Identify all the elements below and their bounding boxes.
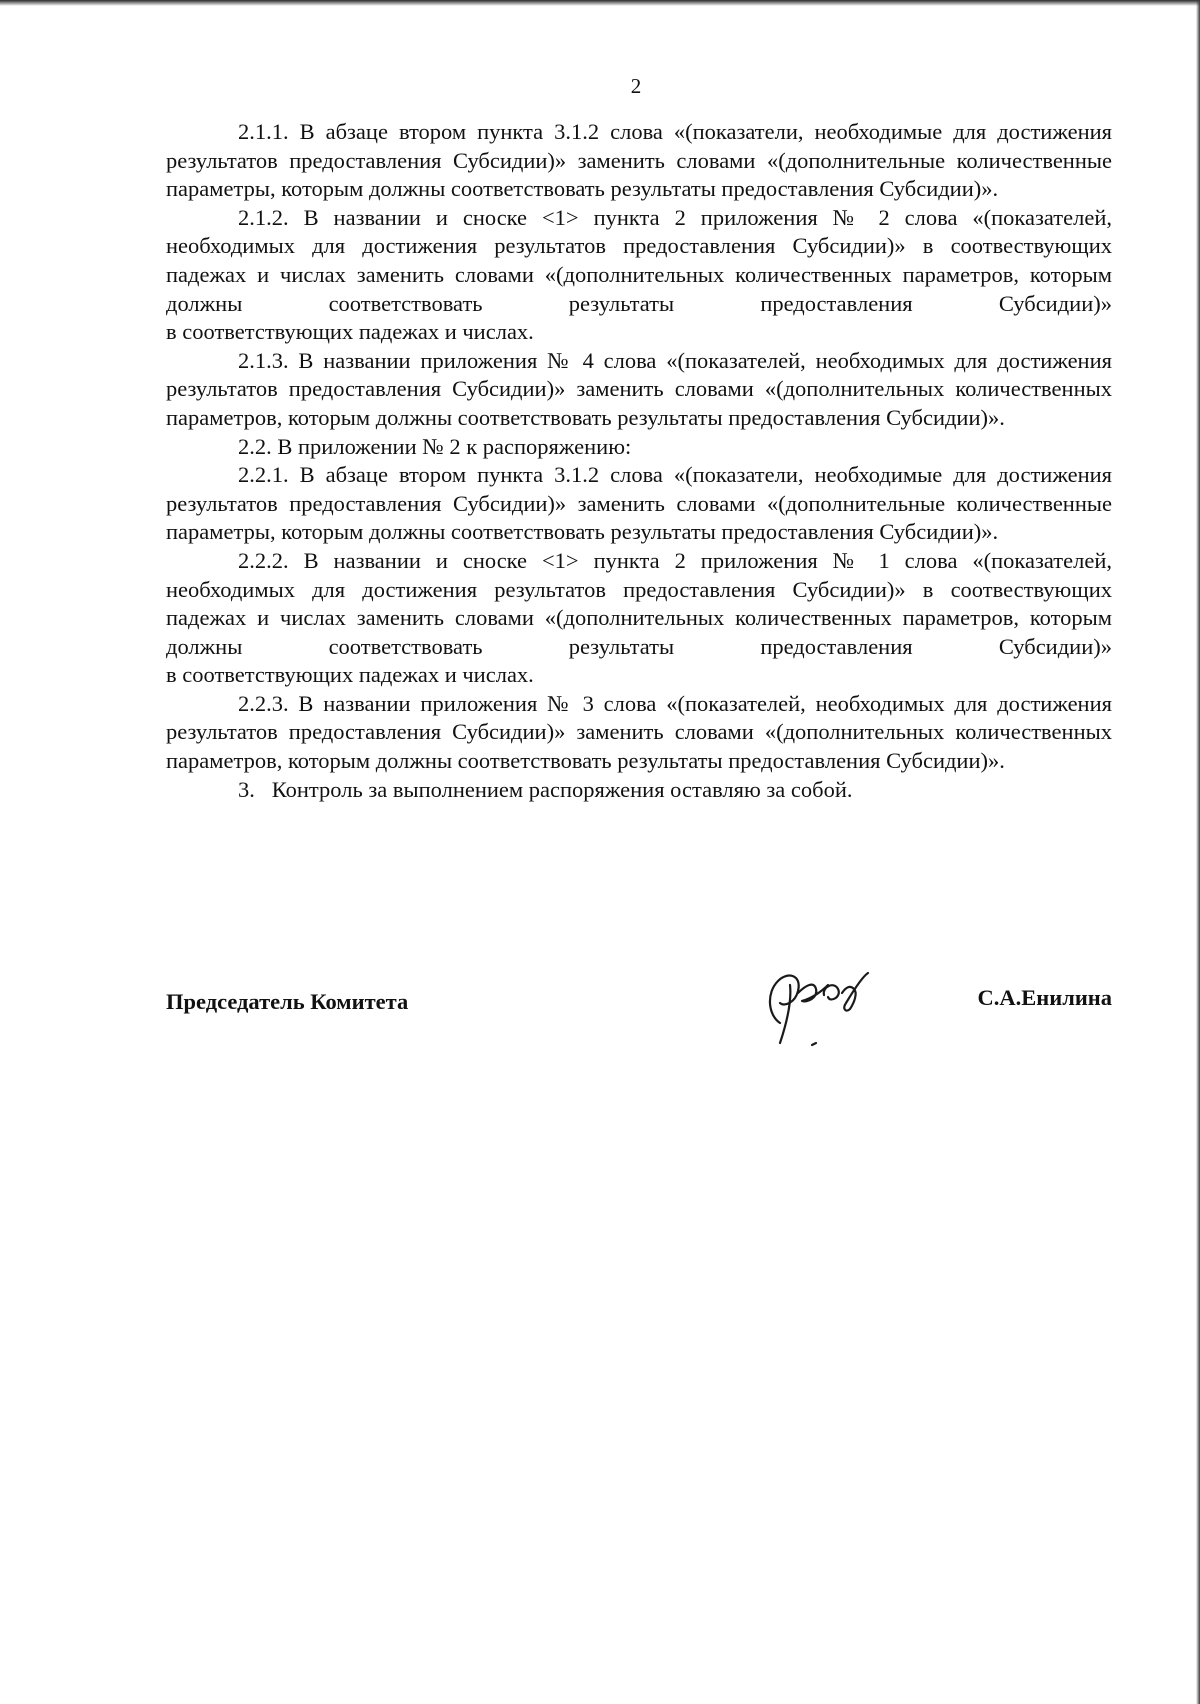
signer-name: С.А.Енилина: [977, 985, 1112, 1010]
signature-block: [166, 985, 1112, 1075]
paragraph-2-1-3: 2.1.3. В названии приложения № 4 слова «(показателей, необходимых для достижения результатов предоставления Субсидии)» заменить словами «(дополнительных количественных параметров, которым должны соответствовать результаты предоставления Субсидии)».: [166, 347, 1112, 430]
paragraph-2-1-2: 2.1.2. В названии и сноске <1> пункта 2 приложения № 2 слова «(показателей, необходимых для достижения результатов предоставления Субсидии)» в соотвествующих падежах и числах заменить словами «(дополнительных количественных параметров, которым должны соответствовать результаты предоставления Субсидии)»: [166, 204, 1112, 316]
signer-title: Председатель Комитета: [166, 989, 409, 1014]
paragraph-2-1-2-continuation: в соответствующих падежах и числах.: [166, 319, 534, 345]
paragraph-3: 3. Контроль за выполнением распоряжения оставляю за собой.: [238, 776, 853, 802]
paragraph-2-2: 2.2. В приложении № 2 к распоряжению:: [238, 433, 632, 459]
document-body: [166, 118, 1112, 804]
paragraph-2-1-1: 2.1.1. В абзаце втором пункта 3.1.2 слова «(показатели, необходимые для достижения результатов предоставления Субсидии)» заменить словами «(дополнительные количественные параметры, которым должны соответствовать результаты предоставления Субсидии)».: [166, 119, 1112, 202]
scan-edge-top: [0, 0, 1200, 6]
paragraph-2-2-3: 2.2.3. В названии приложения № 3 слова «(показателей, необходимых для достижения результатов предоставления Субсидии)» заменить словами «(дополнительных количественных параметров, которым должны соответствовать результаты предоставления Субсидии)».: [166, 690, 1112, 774]
page-number: 2: [630, 74, 642, 98]
scan-edge-right: [1196, 0, 1200, 1704]
handwritten-signature: [750, 963, 880, 1055]
paragraph-2-2-1: 2.2.1. В абзаце втором пункта 3.1.2 слова «(показатели, необходимые для достижения результатов предоставления Субсидии)» заменить словами «(дополнительные количественные параметры, которым должны соответствовать результаты предоставления Субсидии)».: [166, 462, 1112, 545]
paragraph-2-2-2-continuation: в соответствующих падежах и числах.: [166, 662, 534, 688]
paragraph-2-2-2: 2.2.2. В названии и сноске <1> пункта 2 приложения № 1 слова «(показателей, необходимых для достижения результатов предоставления Субсидии)» в соотвествующих падежах и числах заменить словами «(дополнительных количественных параметров, которым должны соответствовать результаты предоставления Субсидии)»: [166, 547, 1112, 659]
